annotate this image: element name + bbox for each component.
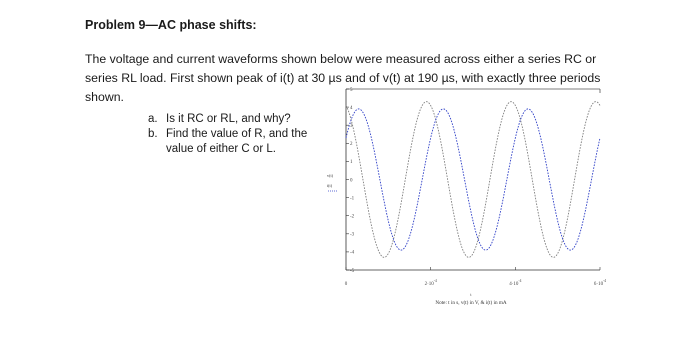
units-note: Note: t in s, v(t) in V, & i(t) in mA — [435, 300, 507, 306]
y-tick-label: -4 — [350, 250, 355, 256]
y-tick-label: 5 — [350, 87, 353, 93]
question-text: Is it RC or RL, and why? — [166, 113, 291, 125]
y-tick-group — [346, 88, 355, 274]
question-text: Find the value of R, and the — [166, 128, 308, 140]
y-tick-label: -5 — [350, 268, 355, 274]
y-tick-label: -3 — [350, 232, 355, 238]
y-tick-label: 3 — [350, 124, 353, 129]
x-tick-label: 0 — [344, 282, 348, 287]
series-vt-line — [346, 102, 600, 258]
x-axis-label: t — [470, 292, 472, 297]
y-tick-label: -2 — [350, 214, 355, 220]
y-tick-label: 2 — [350, 142, 353, 148]
series-it-line — [346, 109, 600, 250]
y-axis-label-i: i(t) — [327, 183, 333, 188]
y-tick-label: 0 — [350, 178, 353, 184]
y-axis-label-v: v(t) — [327, 173, 334, 178]
statement-line: shown. — [85, 90, 124, 104]
question-marker: b. — [148, 128, 158, 140]
x-tick-label: $4\cdot 10^{-4}$ — [509, 279, 522, 287]
x-tick-label: $2\cdot 10^{-4}$ — [424, 279, 437, 287]
y-tick-label: 4 — [350, 105, 353, 111]
x-tick-label: $6\cdot 10^{-4}$ — [593, 279, 607, 287]
problem-title: Problem 9—AC phase shifts: — [85, 18, 257, 32]
y-tick-label: -1 — [350, 196, 355, 202]
y-tick-label: 1 — [350, 160, 353, 166]
question-text-continued: value of either C or L. — [166, 143, 276, 155]
series-group — [346, 102, 600, 258]
question-marker: a. — [148, 113, 158, 125]
statement-line: The voltage and current waveforms shown below were measured across either a series RC or — [85, 52, 597, 66]
statement-line: series RL load. First shown peak of i(t) at 30 µs and of v(t) at 190 µs, with exactly three periods — [85, 71, 601, 85]
